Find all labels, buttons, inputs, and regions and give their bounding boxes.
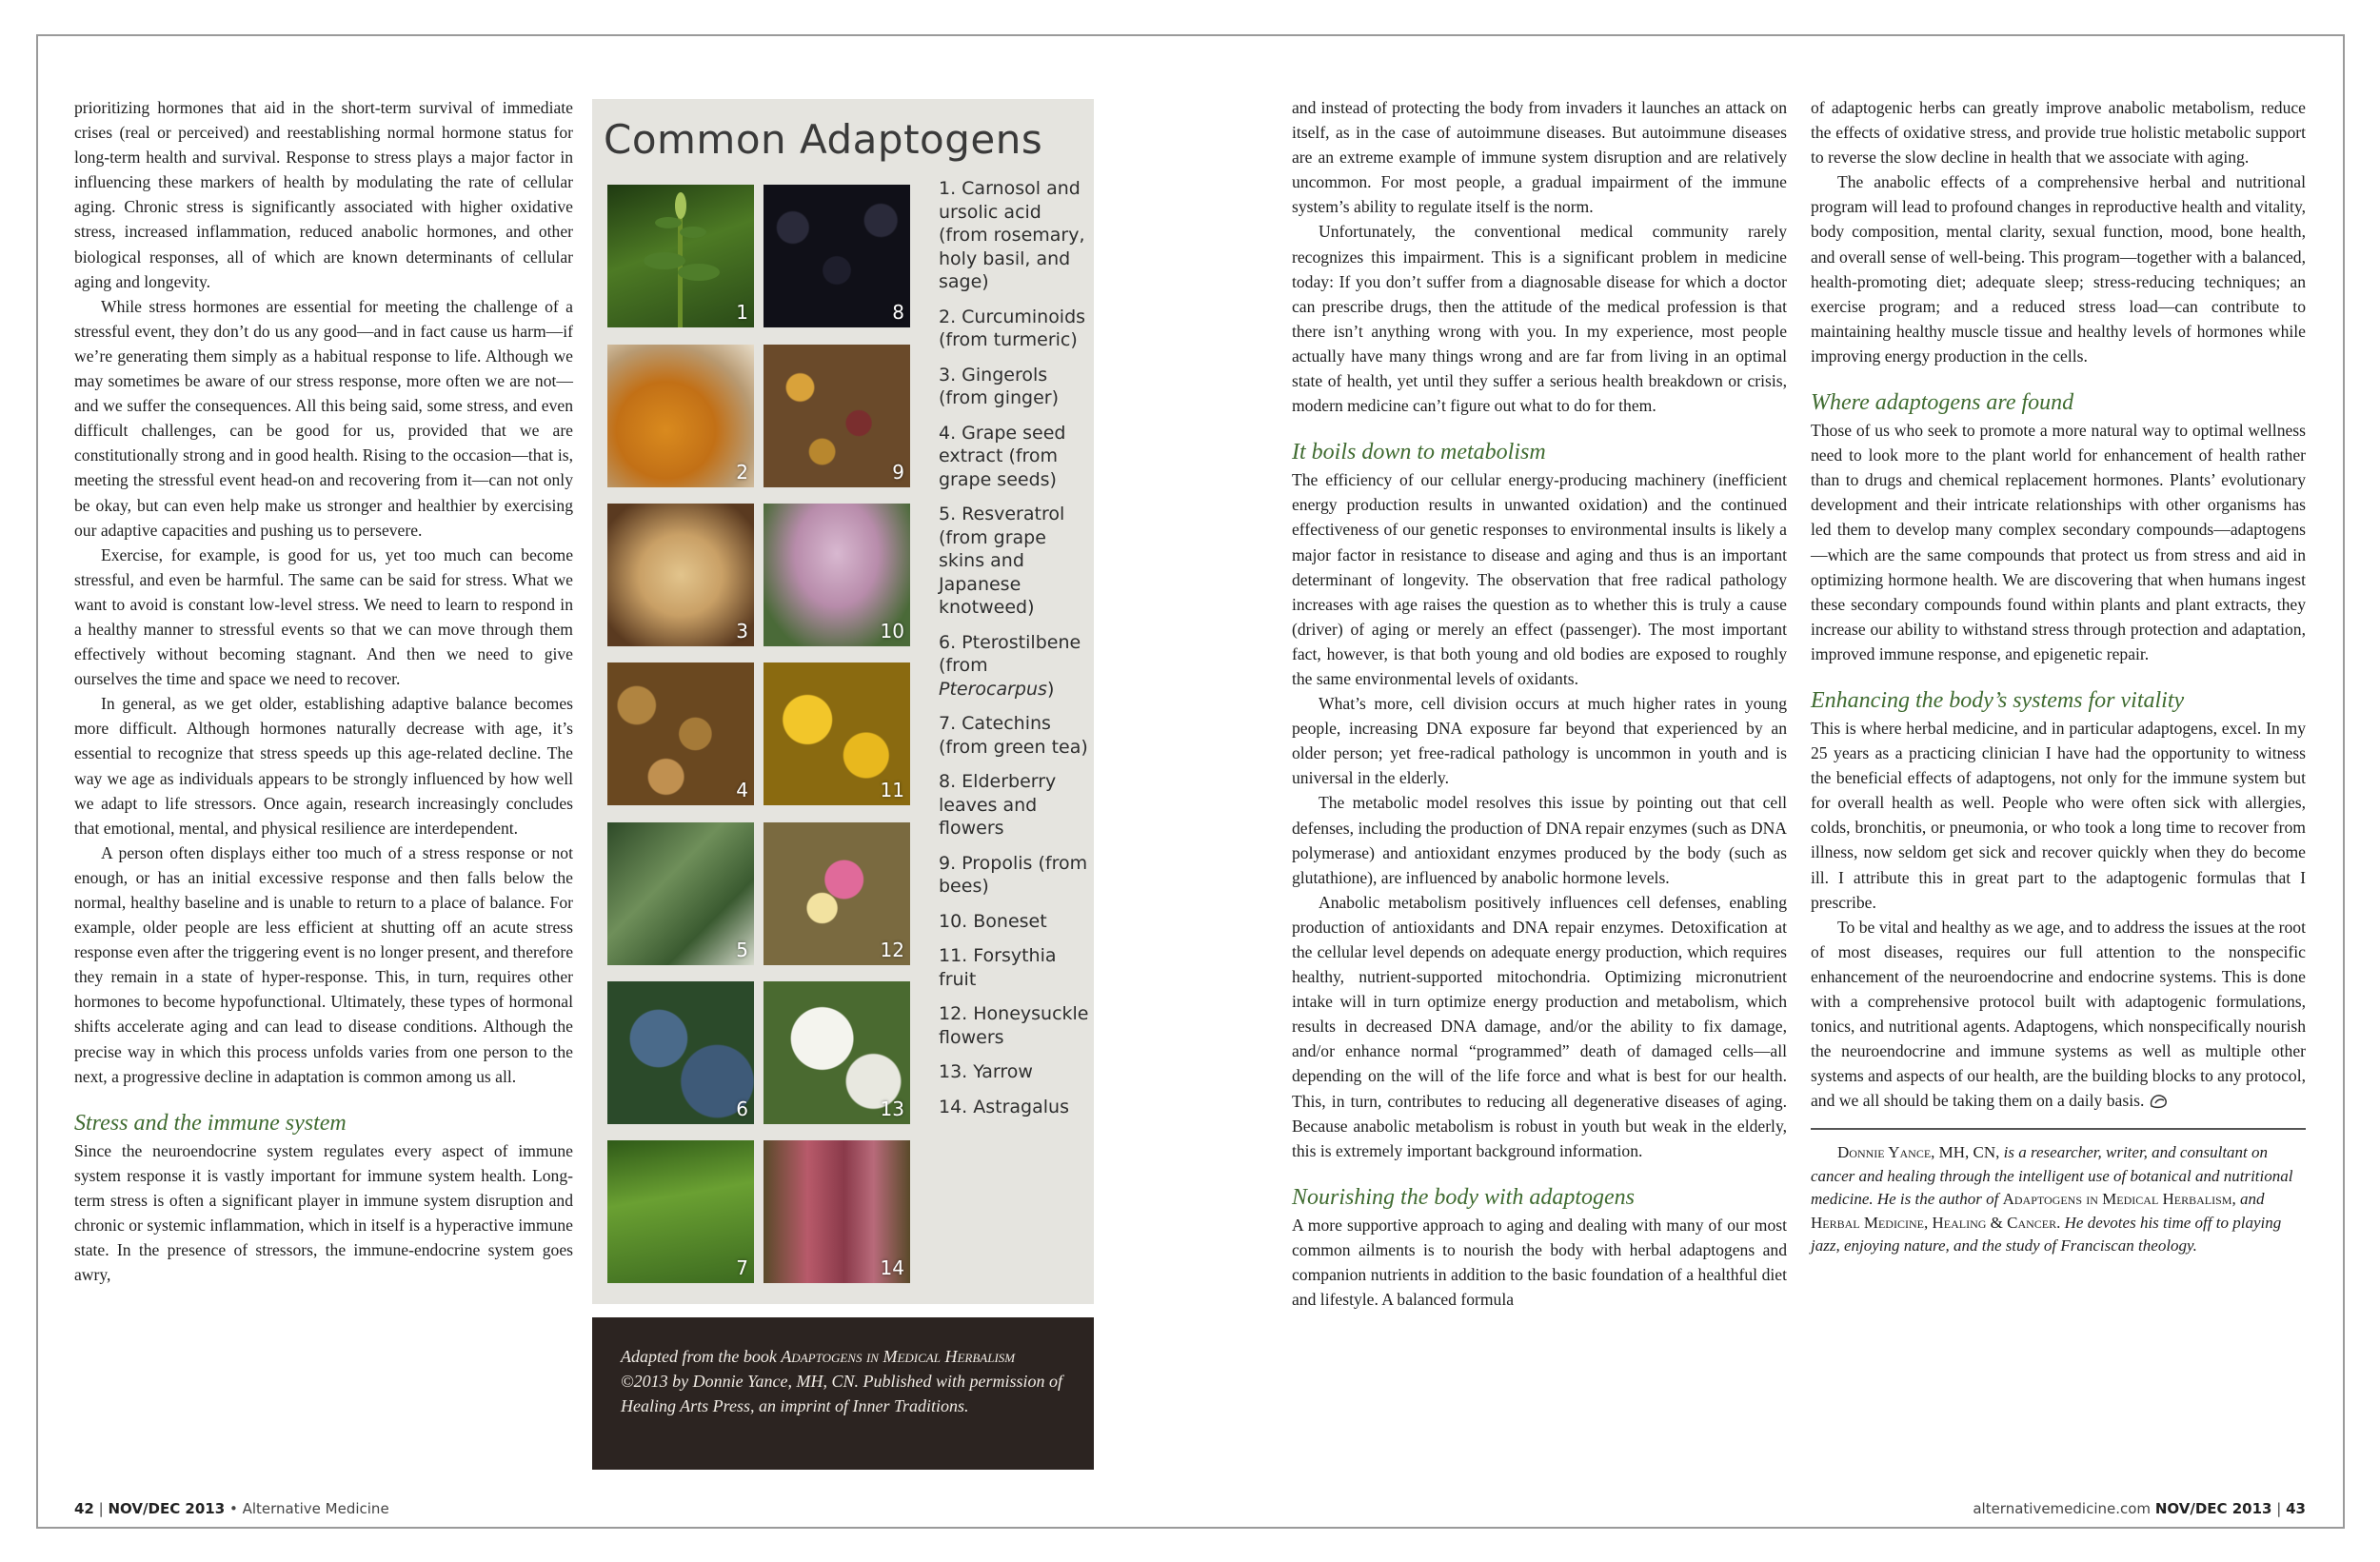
photo-number: 4 <box>736 779 748 801</box>
photo-number: 8 <box>892 301 904 324</box>
photo-knotweed <box>607 822 754 965</box>
book-credit-box <box>592 1317 1094 1470</box>
paragraph: prioritizing hormones that aid in the short-term survival of immediate crises (real or perceived) and reestablishing normal hormone status for long-term health and survival. Response to stress plays a major factor in influencing these markers of health by modulating the rate of cellular aging. Chronic stress is significantly associated with higher oxidative stress, increased inflammation, reduced anabolic hormones, and other biological responses, all of which are known determinants of cellular aging and longevity. <box>74 98 573 291</box>
end-mark-icon <box>2149 1092 2170 1109</box>
paragraph: Those of us who seek to promote a more natural way to optimal wellness need to look more to the plant world for enhancement of health rather than to drugs and chemical replacement hormones. Plants’ evolutionary development and their intricate relationships with other organisms has led them to develop many complex secondary compounds—adaptogens—which are the same compounds that protect us from stress and aid in optimizing hormone health. We are discovering that when humans ingest these secondary compounds found within plants and plant extracts, they increase our ability to withstand stress through protection and adaptation, improved immune response, and epigenetic repair. <box>1811 421 2306 663</box>
bio-text: He devotes his time off to playing jazz, enjoying nature, and the study of Franciscan theology. <box>1811 1213 2282 1256</box>
list-item: 7. Catechins (from green tea) <box>939 713 1088 758</box>
paragraph: What’s more, cell division occurs at much higher rates in young people, increasing DNA exposure far beyond that experienced by an older person; yet free-radical pathology is uncommon in youth and is universal in the elderly. <box>1292 694 1787 788</box>
magazine-name: Alternative Medicine <box>242 1500 389 1517</box>
right-column-2 <box>1811 95 2306 1258</box>
right-footer <box>1973 1500 2306 1517</box>
paragraph: In general, as we get older, establishing adaptive balance becomes more difficult. Although hormones naturally decrease with age, it’s essential to recognize that stress speeds up this age-related decline. The way we age as individuals appears to be strongly influenced by how well we adapt to life stressors. Once again, research increasingly concludes that emotional, mental, and physical resilience are interdependent. <box>74 694 573 838</box>
paragraph: Unfortunately, the conventional medical community rarely recognizes this impairment. This is a significant problem in medicine today: If you don’t suffer from a diagnosable disease for which a doctor can prescribe drugs, then the attitude of the medical profession is that there isn’t anything wrong with you. In my experience, most people actually have many things wrong and are far from living in an optimal state of health, yet until they suffer a serious health breakdown or crisis, modern medicine can’t figure out what to do for them. <box>1292 222 1787 416</box>
issue-date: NOV/DEC 2013 <box>2154 1500 2272 1517</box>
paragraph: While stress hormones are essential for meeting the challenge of a stressful event, they don’t do us any good—and in fact cause us harm—if we’re generating them simply as a habitual response to life. Although we may sometimes be aware of our stress response, more often we are not—and we suffer the consequences. All this being said, some stress, and even difficult challenges, can be good for us, provided that we are constitutionally strong and in good health. Rising to the occasion—that is, meeting the stressful event head-on and recovering from it—can not only be okay, but can even help make us stronger and healthier by exercising our adaptive capacities and pushing us to persevere. <box>74 296 573 540</box>
footer-separator: | <box>98 1500 104 1517</box>
footer-bullet: • <box>228 1500 238 1517</box>
paragraph: Anabolic metabolism positively influences cell defenses, enabling production of antioxidants and DNA repair enzymes. Detoxification at the cellular level depends on adequate energy production, which requires healthy, nutrient-supported mitochondria. Optimizing micronutrient intake will in turn optimize energy production and metabolism, which results in decreased DNA damage, and/or the ability to fix damage, and/or enhance normal “programmed” death of damaged cells—all depending on the will of the life force and what is best for our health. This, in turn, contributes to reducing all degenerative diseases of aging. Because anabolic metabolism is robust in youth but weak in the elderly, this is extremely important background information. <box>1292 892 1787 1160</box>
list-item: 12. Honeysuckle flowers <box>939 1003 1089 1048</box>
list-item: 8. Elderberry leaves and flowers <box>939 771 1057 839</box>
list-item <box>939 631 1091 702</box>
paragraph: A more supportive approach to aging and dealing with many of our most common ailments is to nourish the body with herbal adaptogens and companion nutrients in addition to the basic foundation of a healthful diet and lifestyle. A balanced formula <box>1292 1215 1787 1310</box>
list-item: 5. Resveratrol (from grape skins and Japanese knotweed) <box>939 504 1065 618</box>
adaptogen-list <box>939 177 1091 1130</box>
bio-author-name: Donnie Yance, MH, CN, <box>1837 1143 2000 1162</box>
photo-number: 10 <box>880 620 904 643</box>
photo-elderberries <box>764 185 910 327</box>
photo-number: 13 <box>880 1097 904 1120</box>
list-item-italic: Pterocarpus <box>939 678 1047 700</box>
sidebar-title: Common Adaptogens <box>604 116 1043 163</box>
left-footer <box>74 1500 389 1517</box>
photo-holy-basil <box>607 185 754 327</box>
photo-honeysuckle <box>764 822 910 965</box>
footer-separator: | <box>2276 1500 2282 1517</box>
photo-number: 1 <box>736 301 748 324</box>
list-item: 1. Carnosol and ursolic acid (from rosemary, holy basil, and sage) <box>939 178 1085 292</box>
paragraph: Since the neuroendocrine system regulates every aspect of immune system response it is vastly important for immune system health. Long-term stress is often a significant player in immune system disruption and chronic or systemic inflammation, which in itself is a hyperactive immune state. In the presence of stressors, the immune-endocrine system goes awry, <box>74 1140 573 1285</box>
issue-date: NOV/DEC 2013 <box>108 1500 226 1517</box>
paragraph-text: To be vital and healthy as we age, and to address the issues at the root of most diseases, requires our full attention to the nonspecific enhancement of the neuroendocrine and endocrine systems. This is done with a comprehensive protocol built with adaptogenic formulations, tonics, and nutritional agents. Adaptogens, which nonspecifically nourish the neuroendocrine and immune systems as well as multiple other systems and aspects of our health, are the building blocks to any protocol, and we all should be taking them on a daily basis. <box>1811 917 2306 1111</box>
paragraph: The efficiency of our cellular energy-producing machinery (inefficient energy production results in unwanted oxidation) and the continued effectiveness of our genetic responses to environmental insults is likely a major factor in resistance to disease and aging and thus is an important determinant of longevity. The observation that free radical pathology increases with age raises the question as to whether this is truly a cause (driver) of aging or merely an effect (passenger). The most important fact, however, is that both young and old bodies are exposed to roughly the same environmental levels of oxidants. <box>1292 470 1787 688</box>
page-number: 43 <box>2286 1500 2306 1517</box>
list-item: 11. Forsythia fruit <box>939 945 1057 990</box>
photo-number: 12 <box>880 939 904 961</box>
bio-text: and <box>2235 1190 2265 1209</box>
credit-book-title: Adaptogens in Medical Herbalism <box>781 1347 1016 1366</box>
section-heading: Stress and the immune system <box>74 1110 347 1136</box>
photo-number: 7 <box>736 1256 748 1279</box>
author-bio <box>1811 1128 2306 1258</box>
credit-text: ©2013 by Donnie Yance, MH, CN. Published with permission of Healing Arts Press, an imprint of Inner Traditions. <box>621 1372 1063 1415</box>
bio-book-title: Adaptogens in Medical Herbalism, <box>2002 1190 2236 1209</box>
list-item-text: 6. Pterostilbene (from <box>939 631 1081 676</box>
paragraph: This is where herbal medicine, and in particular adaptogens, excel. In my 25 years as a practicing clinician I have had the opportunity to witness the beneficial effects of adaptogens, not only for the immune system but for overall health as well. People who were often sick with allergies, colds, bronchitis, or pneumonia, or who took a long time to recover from illness, now seldom get sick and recover quickly when they do become ill. I attribute this in great part to the adaptogenic formulas that I prescribe. <box>1811 718 2306 912</box>
list-item: 3. Gingerols (from ginger) <box>939 364 1060 408</box>
photo-yarrow <box>764 981 910 1124</box>
paragraph: Exercise, for example, is good for us, yet too much can become stressful, and even be harmful. The same can be said for stress. What we want to avoid is constant low-level stress. We need to learn to respond in a healthy manner to stressful events so that we can move through them effectively without becoming stagnant. And then we need to give ourselves the time and space we need to recover. <box>74 544 573 689</box>
page-number: 42 <box>74 1500 94 1517</box>
photo-number: 3 <box>736 620 748 643</box>
photo-grape-seeds <box>607 662 754 805</box>
section-heading: Nourishing the body with adaptogens <box>1292 1184 1635 1210</box>
photo-number: 6 <box>736 1097 748 1120</box>
photo-blueberries <box>607 981 754 1124</box>
photo-forsythia <box>764 662 910 805</box>
photo-propolis <box>764 345 910 487</box>
photo-number: 9 <box>892 461 904 484</box>
bio-text: is a researcher, writer, and consultant on cancer and healing through the intelligent use of botanical and nutritional medicine. He is the author of <box>1811 1143 2293 1209</box>
photo-number: 14 <box>880 1256 904 1279</box>
list-item: 14. Astragalus <box>939 1096 1069 1117</box>
website-url: alternativemedicine.com <box>1973 1500 2152 1517</box>
photo-number: 2 <box>736 461 748 484</box>
bio-book-title: Herbal Medicine, Healing & Cancer. <box>1811 1213 2061 1232</box>
section-heading: Where adaptogens are found <box>1811 390 2074 416</box>
credit-text: Adapted from the book <box>621 1347 782 1366</box>
photo-ginger <box>607 504 754 646</box>
left-column <box>74 95 573 1287</box>
paragraph: The metabolic model resolves this issue by pointing out that cell defenses, including the production of DNA repair enzymes (such as DNA polymerase) and antioxidant enzymes produced by the body (such as glutathione), are influenced by anabolic hormone levels. <box>1292 793 1787 887</box>
photo-astragalus <box>764 1140 910 1283</box>
paragraph: A person often displays either too much of a stress response or not enough, or has an initial excessive response and then falls below the normal, healthy baseline and is unable to return to a place of balance. For example, older people are less efficient at shutting off an acute stress response even after the triggering event is no longer present, and therefore they remain in a state of hyper-response. This, in turn, requires other hormones to become hypofunctional. Ultimately, these types of hormonal shifts accelerate aging and can lead to disease conditions. Although the precise way in which this process unfolds varies from one person to the next, a progressive decline in adaptation is common among us all. <box>74 842 573 1086</box>
list-item: 4. Grape seed extract (from grape seeds) <box>939 422 1066 490</box>
list-item: 13. Yarrow <box>939 1061 1033 1082</box>
paragraph: The anabolic effects of a comprehensive herbal and nutritional program will lead to profound changes in reproductive health and vitality, body composition, mental clarity, sexual function, mood, bone health, and overall sense of well-being. This program—together with a balanced, health-promoting diet; adequate sleep; stress-reducing techniques; an exercise program; and a reduced stress load—can contribute to maintaining healthy muscle tissue and healthy levels of hormones while improving energy production in the cells. <box>1811 172 2306 366</box>
right-column-1 <box>1292 95 1787 1312</box>
section-heading: Enhancing the body’s systems for vitality <box>1811 687 2185 713</box>
list-item: 9. Propolis (from bees) <box>939 852 1088 897</box>
list-item: 10. Boneset <box>939 910 1047 932</box>
list-item-close: ) <box>1046 678 1055 700</box>
basil-plant-illustration <box>607 185 754 327</box>
photo-green-tea <box>607 1140 754 1283</box>
photo-boneset <box>764 504 910 646</box>
section-heading: It boils down to metabolism <box>1292 440 1546 465</box>
list-item: 2. Curcuminoids (from turmeric) <box>939 306 1086 350</box>
photo-number: 5 <box>736 939 748 961</box>
photo-turmeric <box>607 345 754 487</box>
photo-number: 11 <box>880 779 904 801</box>
paragraph: of adaptogenic herbs can greatly improve anabolic metabolism, reduce the effects of oxidative stress, and provide true holistic metabolic support to reverse the slow decline in health that we associate with aging. <box>1811 98 2306 168</box>
adaptogens-sidebar <box>592 99 1094 1304</box>
paragraph: and instead of protecting the body from invaders it launches an attack on itself, as in the case of autoimmune diseases. But autoimmune diseases are an extreme example of immune system disruption and are relatively uncommon. For most people, a gradual impairment of the immune system’s ability to regulate itself is the norm. <box>1292 98 1787 217</box>
paragraph <box>1811 915 2306 1114</box>
